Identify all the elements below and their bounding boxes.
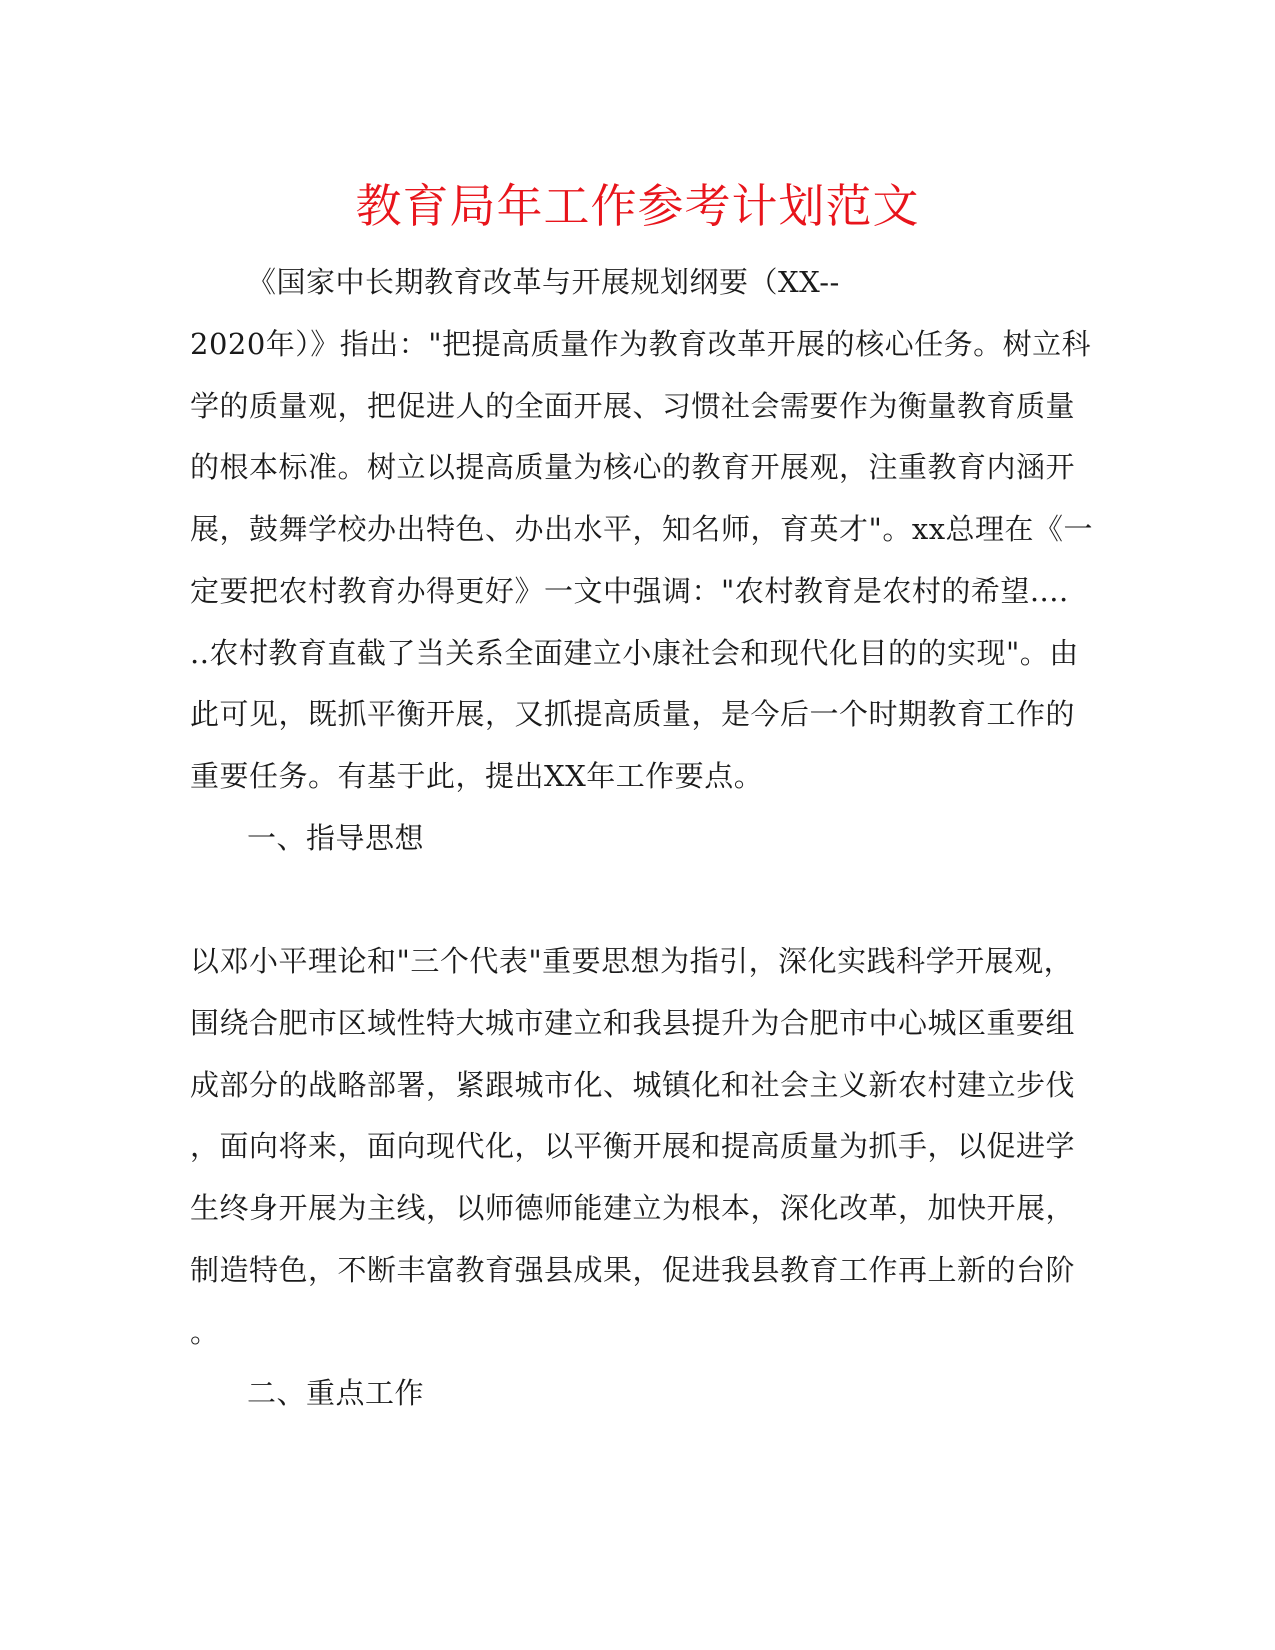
paragraph-line: 。 (190, 1315, 220, 1349)
paragraph-line: 重要任务。有基于此，提出XX年工作要点。 (190, 759, 764, 793)
paragraph-line: 定要把农村教育办得更好》一文中强调："农村教育是农村的希望.... (190, 574, 1069, 608)
paragraph-line: 成部分的战略部署，紧跟城市化、城镇化和社会主义新农村建立步伐 (190, 1068, 1076, 1102)
paragraph-line: 制造特色，不断丰富教育强县成果，促进我县教育工作再上新的台阶 (190, 1253, 1076, 1287)
paragraph-line: 的根本标准。树立以提高质量为核心的教育开展观，注重教育内涵开 (190, 450, 1076, 484)
paragraph-line: 学的质量观，把促进人的全面开展、习惯社会需要作为衡量教育质量 (190, 389, 1076, 423)
section-heading-guiding-ideology: 一、指导思想 (247, 821, 425, 855)
paragraph-line: 围绕合肥市区域性特大城市建立和我县提升为合肥市中心城区重要组 (190, 1006, 1076, 1040)
paragraph-line: 以邓小平理论和"三个代表"重要思想为指引，深化实践科学开展观， (190, 944, 1074, 978)
paragraph-line: 生终身开展为主线，以师德师能建立为根本，深化改革，加快开展， (190, 1191, 1076, 1225)
paragraph-line: 2020年）》指出："把提高质量作为教育改革开展的核心任务。树立科 (190, 327, 1092, 361)
paragraph-line: 《国家中长期教育改革与开展规划纲要（XX-- (247, 265, 840, 299)
paragraph-line: ，面向将来，面向现代化，以平衡开展和提高质量为抓手，以促进学 (190, 1129, 1076, 1163)
document-title: 教育局年工作参考计划范文 (355, 179, 920, 233)
paragraph-line: 此可见，既抓平衡开展，又抓提高质量，是今后一个时期教育工作的 (190, 697, 1076, 731)
section-heading-key-work: 二、重点工作 (247, 1376, 425, 1410)
paragraph-line: ..农村教育直截了当关系全面建立小康社会和现代化目的的实现"。由 (190, 636, 1079, 670)
paragraph-line: 展，鼓舞学校办出特色、办出水平，知名师，育英才"。xx总理在《一 (190, 512, 1094, 546)
